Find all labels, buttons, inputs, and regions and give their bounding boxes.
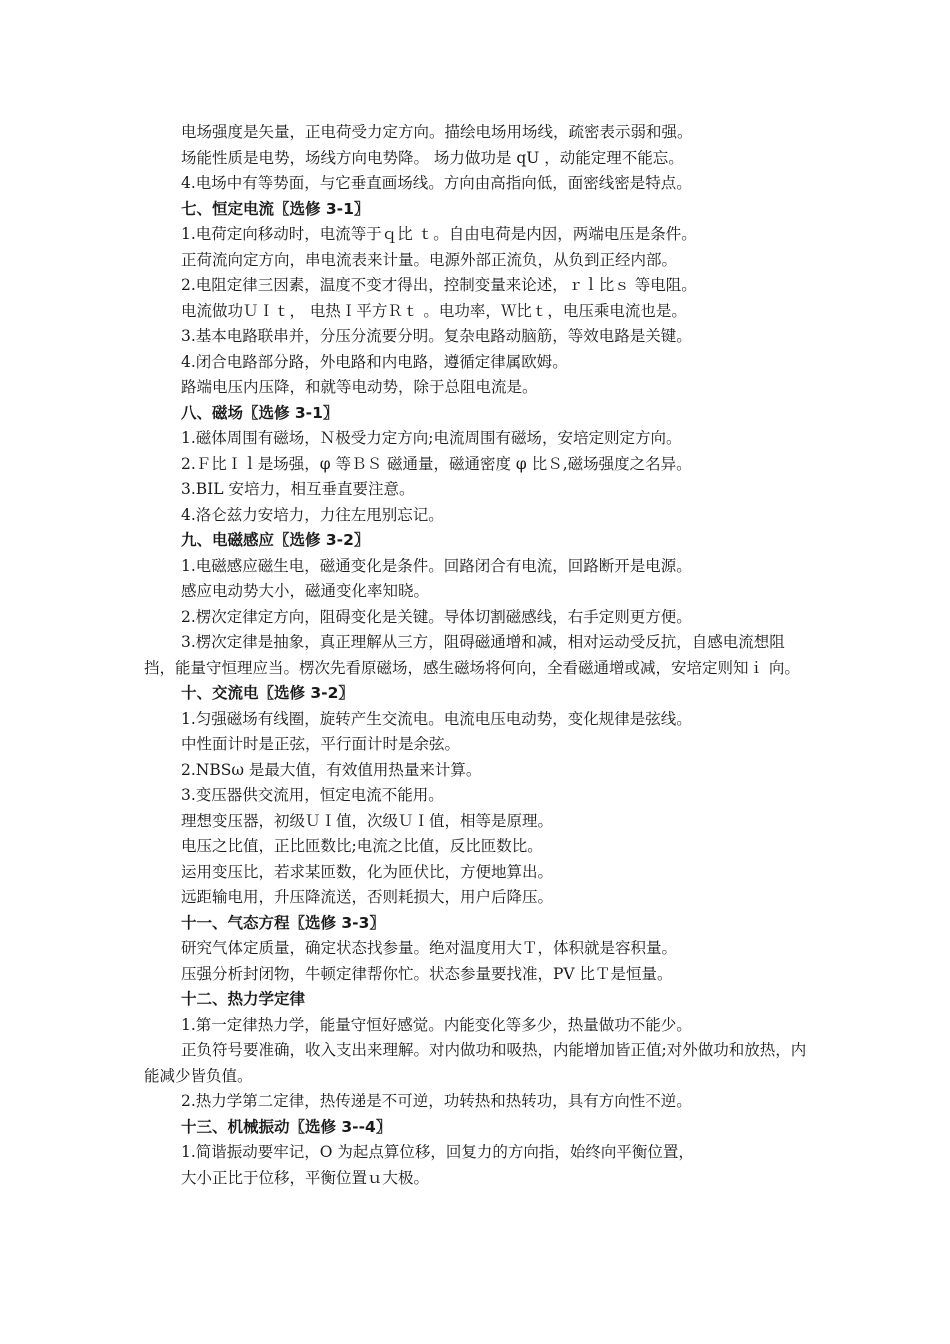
text-line: 2.Ｆ比Ｉｌ是场强，φ 等ＢＳ 磁通量，磁通密度 φ 比Ｓ,磁场强度之名异。 [181, 454, 692, 473]
text-line: 电压之比值，正比匝数比;电流之比值，反比匝数比。 [181, 837, 543, 855]
text-line: 3.基本电路联串并，分压分流要分明。复杂电路动脑筋，等效电路是关键。 [181, 327, 692, 345]
text-line: 1.磁体周围有磁场，Ｎ极受力定方向;电流周围有磁场，安培定则定方向。 [181, 429, 682, 447]
section-heading: 十、交流电〖选修 3-2〗 [181, 684, 354, 702]
text-line: 大小正比于位移，平衡位置ｕ大极。 [181, 1168, 430, 1187]
text-line: 4.洛仑兹力安培力，力往左甩别忘记。 [181, 505, 444, 524]
text-line: 电场强度是矢量，正电荷受力定方向。描绘电场用场线，疏密表示弱和强。 [181, 123, 693, 141]
paragraph-text: 3.楞次定律是抽象，真正理解从三方，阻碍磁通增和减，相对运动受反抗，自感电流想阻挡，能量守恒理应当。楞次先看原磁场，感生磁场将何向，全看磁通增或减，安培定则知ｉ 向。 [144, 633, 800, 677]
text-line: 2.电阻定律三因素，温度不变才得出，控制变量来论述，ｒｌ比ｓ 等电阻。 [181, 276, 697, 294]
text-line: 3.BIL 安培力，相互垂直要注意。 [181, 480, 415, 498]
text-line: 1.电磁感应磁生电，磁通变化是条件。回路闭合有电流，回路断开是电源。 [181, 556, 692, 575]
text-line: 研究气体定质量，确定状态找参量。绝对温度用大Ｔ，体积就是容积量。 [181, 939, 678, 957]
text-line: 2.楞次定律定方向，阻碍变化是关键。导体切割磁感线，右手定则更方便。 [181, 607, 692, 626]
text-line: 感应电动势大小，磁通变化率知晓。 [181, 582, 430, 600]
text-line: 理想变压器，初级ＵＩ值，次级ＵＩ值，相等是原理。 [181, 811, 554, 830]
text-line: 远距输电用，升压降流送，否则耗损大，用户后降压。 [181, 888, 554, 906]
text-line: 电流做功ＵＩｔ， 电热Ｉ平方Ｒｔ 。电功率，Ｗ比ｔ，电压乘电流也是。 [181, 301, 687, 320]
section-heading: 十三、机械振动〖选修 3--4〗 [181, 1117, 392, 1136]
text-line: 1.电荷定向移动时，电流等于ｑ比 ｔ。自由电荷是内因，两端电压是条件。 [181, 225, 697, 243]
section-heading: 十二、热力学定律 [181, 990, 306, 1008]
text-line: 3.变压器供交流用，恒定电流不能用。 [181, 786, 444, 804]
text-line: 正荷流向定方向，串电流表来计量。电源外部正流负，从负到正经内部。 [181, 250, 678, 269]
text-line: 2.热力学第二定律，热传递是不可逆，功转热和热转功，具有方向性不逆。 [181, 1092, 692, 1110]
text-line: 4.电场中有等势面，与它垂直画场线。方向由高指向低，面密线密是特点。 [181, 174, 692, 192]
text-line: 2.NBSω 是最大值，有效值用热量来计算。 [181, 760, 482, 779]
text-line: 1.匀强磁场有线圈，旋转产生交流电。电流电压电动势，变化规律是弦线。 [181, 709, 692, 728]
text-line: 压强分析封闭物，牛顿定律帮你忙。状态参量要找准，PV 比Ｔ是恒量。 [181, 964, 673, 983]
section-heading: 十一、气态方程〖选修 3-3〗 [181, 913, 385, 932]
text-line: 运用变压比，若求某匝数，化为匝伏比，方便地算出。 [181, 862, 554, 881]
text-line: 路端电压内压降，和就等电动势，除于总阻电流是。 [181, 378, 538, 396]
section-heading: 七、恒定电流〖选修 3-1〗 [181, 199, 370, 218]
document-page [144, 120, 810, 1191]
text-line: 中性面计时是正弦，平行面计时是余弦。 [181, 735, 461, 753]
text-line: 4.闭合电路部分路，外电路和内电路，遵循定律属欧姆。 [181, 352, 568, 371]
section-heading: 八、磁场〖选修 3-1〗 [181, 403, 339, 422]
text-line: 场能性质是电势，场线方向电势降。 场力做功是 qU ，动能定理不能忘。 [181, 148, 684, 167]
paragraph-text: 正负符号要准确，收入支出来理解。对内做功和吸热，内能增加皆正值;对外做功和放热，内能减少皆负值。 [144, 1041, 807, 1085]
text-line: 1.第一定律热力学，能量守恒好感觉。内能变化等多少，热量做功不能少。 [181, 1015, 692, 1034]
text-line: 1.简谐振动要牢记，O 为起点算位移，回复力的方向指，始终向平衡位置， [181, 1143, 694, 1161]
section-heading: 九、电磁感应〖选修 3-2〗 [181, 531, 370, 549]
